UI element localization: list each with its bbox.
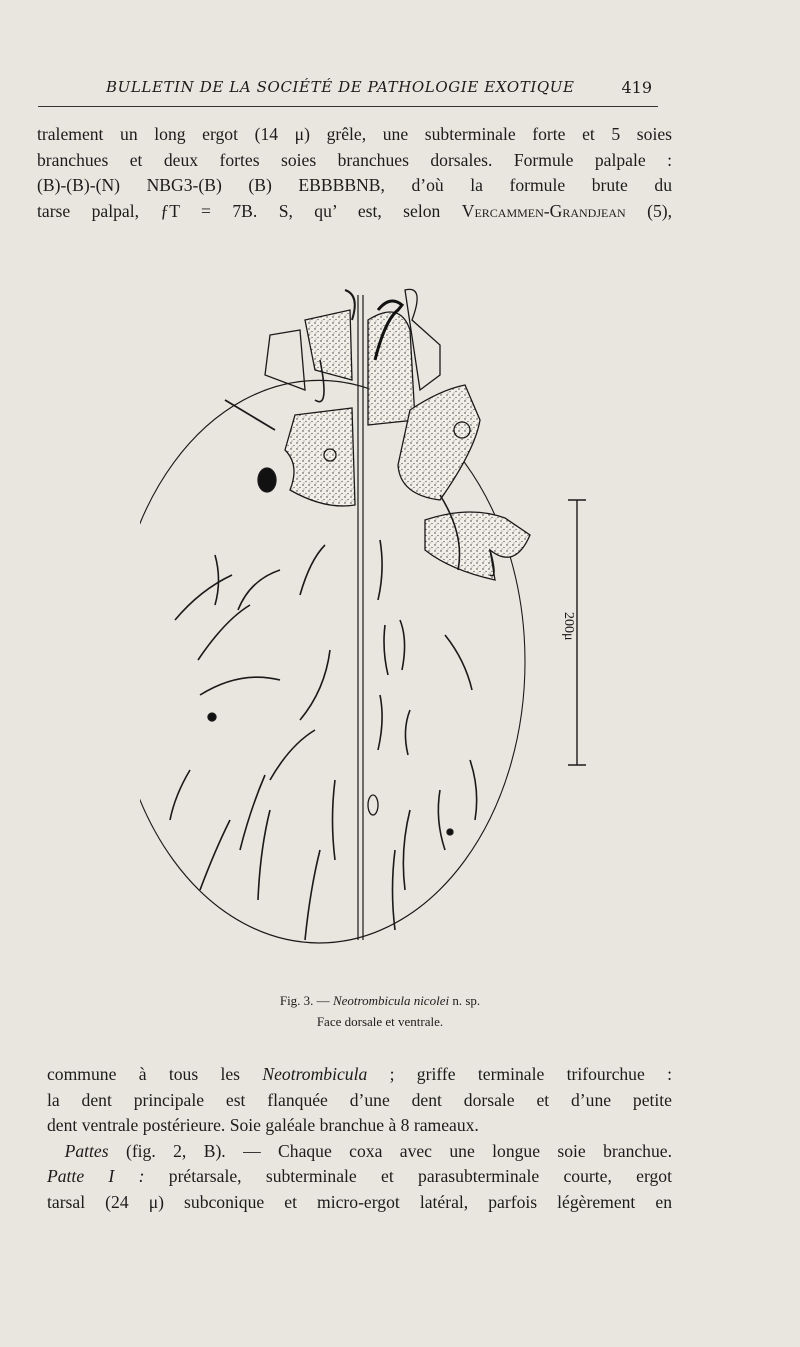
caption-line-2: Face dorsale et ventrale. — [316, 1014, 444, 1029]
left-palp — [265, 330, 305, 390]
text-line: Patte I : prétarsale, subterminale et parasubterminale courte, ergot — [47, 1166, 672, 1186]
caption-species: Neotrombicula nicolei — [332, 993, 450, 1008]
text-line: branchues et deux fortes soies branchues dorsales. Formule palpale : — [37, 149, 672, 170]
page-number: 419 — [621, 78, 652, 97]
text-line: commune à tous les Neotrombicula ; griffe terminale trifourchue : — [47, 1064, 672, 1084]
caption-line-1: Fig. 3. — Neotrombicula nicolei n. sp. — [279, 993, 481, 1008]
intro-paragraph — [37, 122, 672, 224]
section-label: Patte I : — [47, 1166, 145, 1186]
text-line: la dent principale est flanquée d’une dent dorsale et d’une petite — [47, 1089, 672, 1110]
body-paragraph — [47, 1062, 672, 1215]
running-header — [38, 76, 658, 107]
right-chelicera — [368, 312, 415, 425]
text-line: tarsal (24 μ) subconique et micro-ergot latéral, parfois légèrement en — [47, 1191, 672, 1212]
text-line: Pattes (fig. 2, B). — Chaque coxa avec une longue soie branchue. — [64, 1140, 672, 1161]
figure-caption — [200, 990, 560, 1032]
figure-mite-illustration — [140, 250, 610, 985]
scutum — [285, 408, 355, 506]
text-line: dent ventrale postérieure. Soie galéale branchue à 8 rameaux. — [47, 1115, 479, 1135]
mite-drawing — [140, 250, 610, 985]
genus-name: Neotrombicula — [262, 1064, 368, 1084]
journal-title: BULLETIN DE LA SOCIÉTÉ DE PATHOLOGIE EXOTIQUE — [106, 78, 575, 96]
eye-spot — [258, 468, 276, 492]
text-line: tarse palpal, ƒT = 7B. S, qu’ est, selon Vercammen-Grandjean (5), — [37, 200, 673, 221]
text-line: tralement un long ergot (14 μ) grêle, une subterminale forte et 5 soies — [37, 124, 672, 144]
text-line: (B)-(B)-(N) NBG3-(B) (B) EBBBBNB, d’où la formule brute du — [37, 175, 672, 195]
section-label: Pattes — [64, 1140, 109, 1161]
scale-label: 200μ — [561, 612, 576, 641]
left-chelicera — [305, 310, 352, 380]
author-name: Vercammen-Grandjean — [461, 200, 626, 221]
